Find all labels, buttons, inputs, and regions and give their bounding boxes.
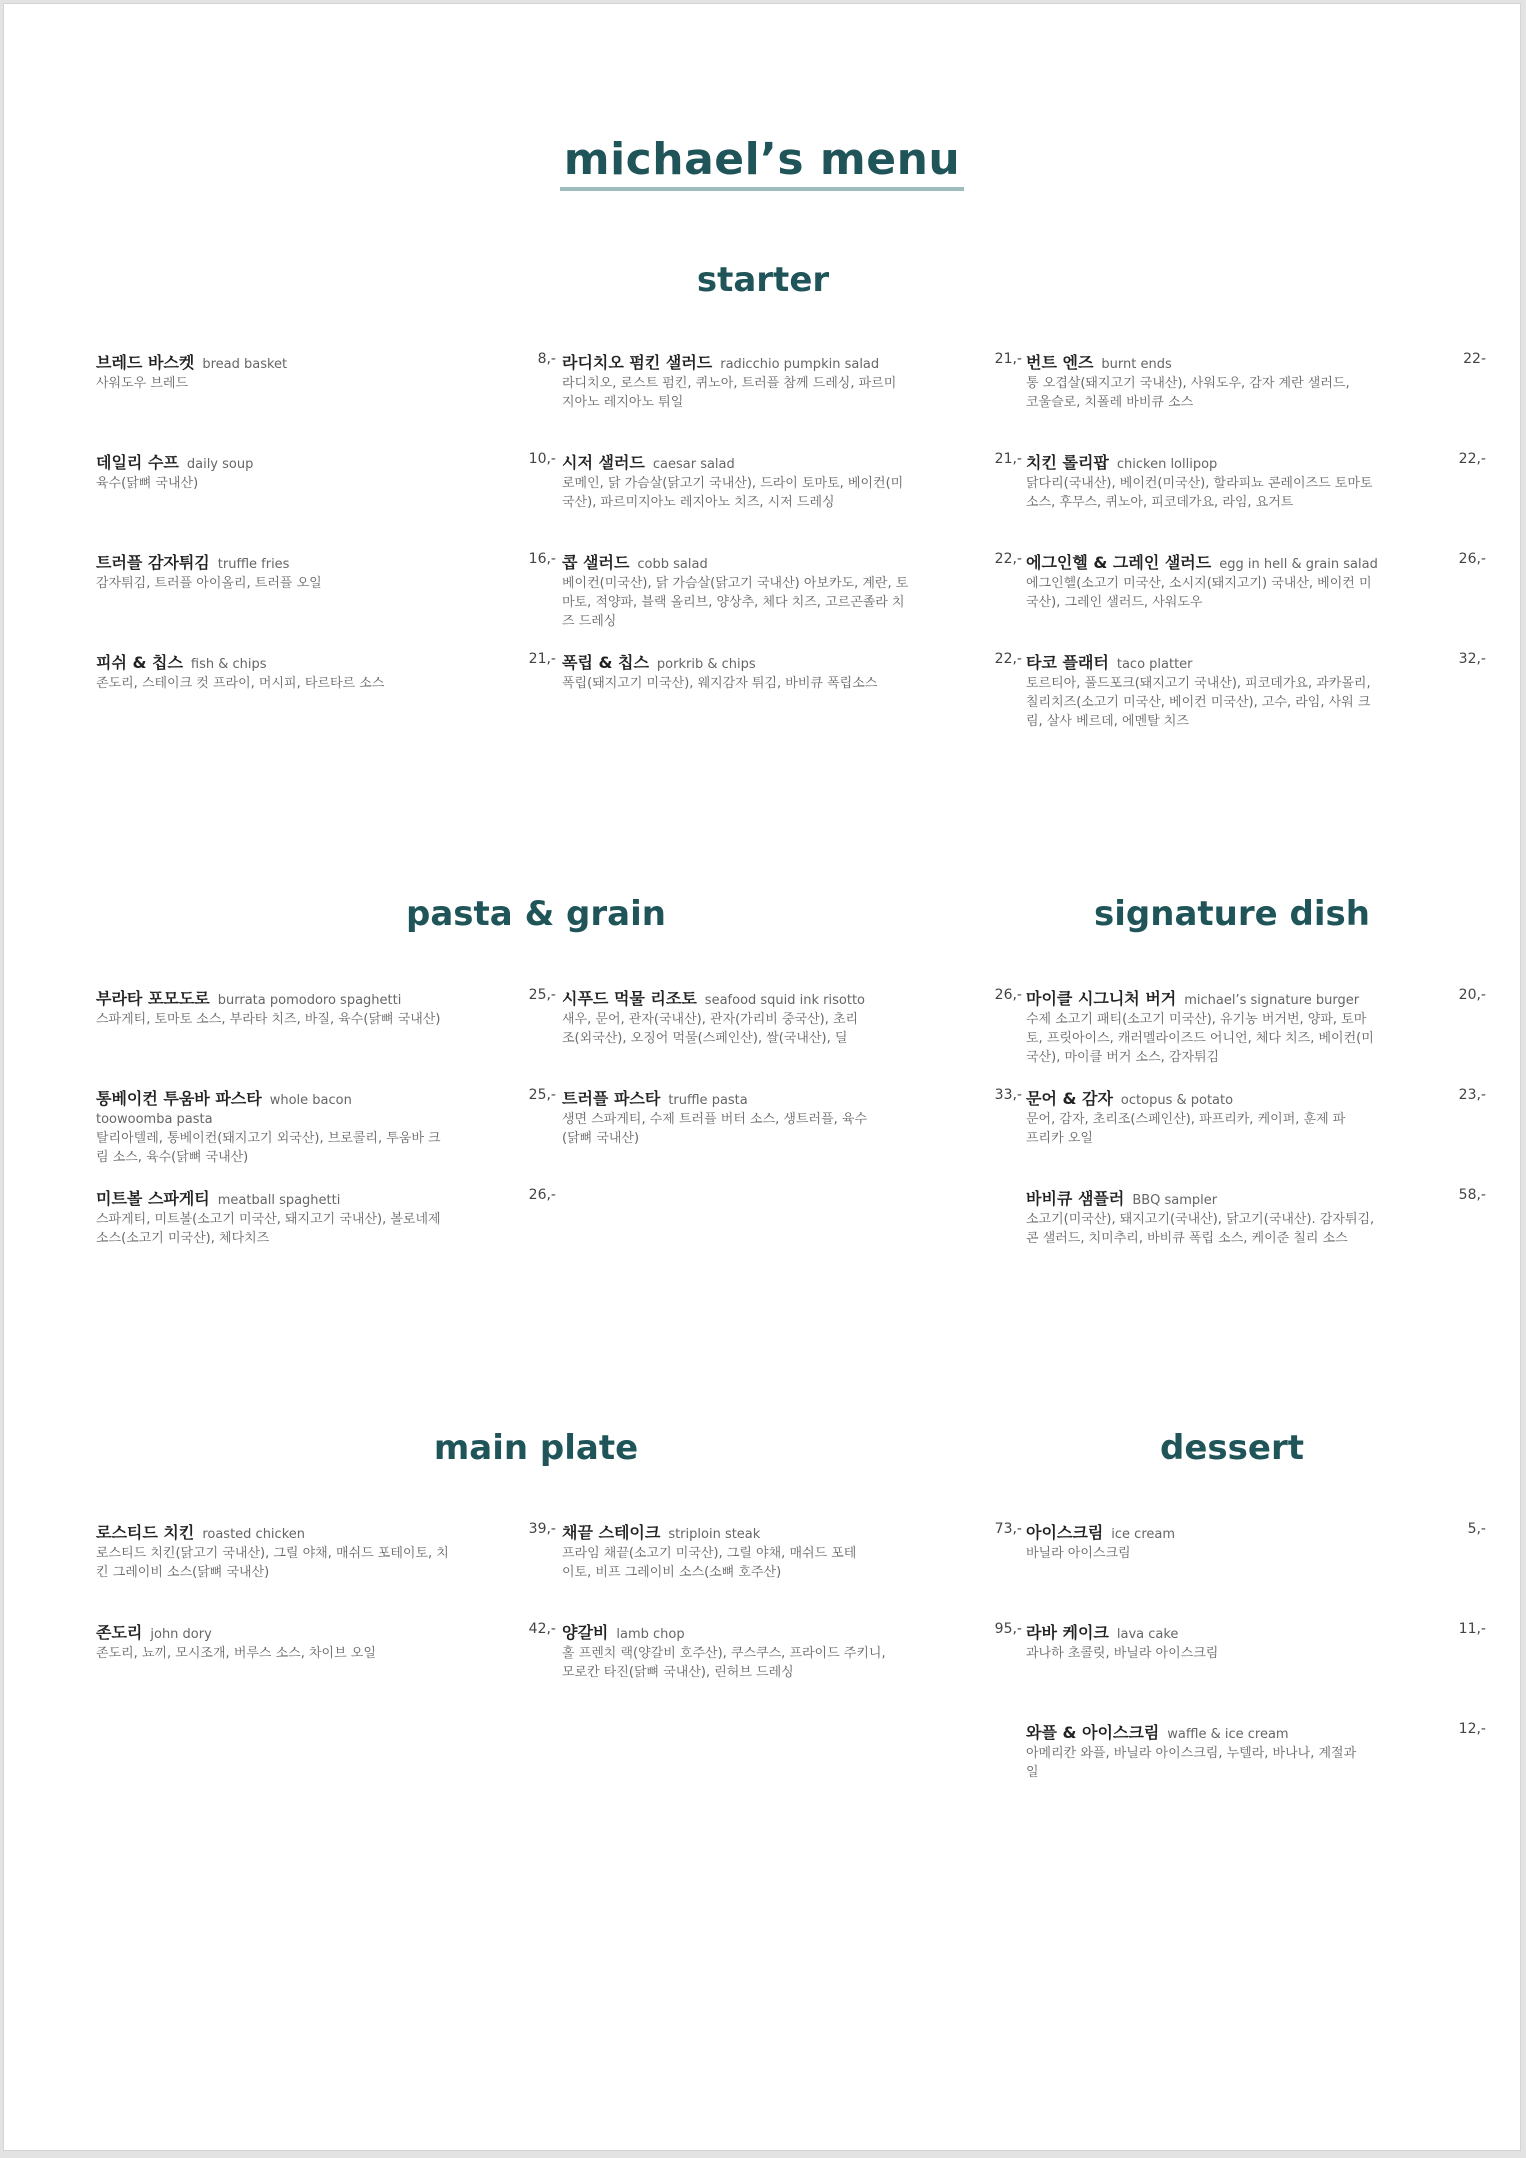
item-name: 번트 엔즈	[1026, 353, 1094, 372]
item-price: 21,-	[994, 451, 1022, 467]
menu-item-burnt-ends	[1026, 350, 1486, 412]
item-price: 39,-	[528, 1521, 556, 1537]
item-name: 마이클 시그니처 버거	[1026, 989, 1177, 1008]
item-name-english: bread basket	[202, 357, 288, 372]
item-price: 16,-	[528, 551, 556, 567]
menu-item-octopus-potato	[1026, 1086, 1486, 1148]
page-title	[4, 134, 1520, 191]
item-name-english: radicchio pumpkin salad	[720, 357, 880, 372]
item-name-english: truffle fries	[217, 557, 290, 572]
item-name: 통베이컨 투움바 파스타	[96, 1089, 262, 1108]
item-price: 33,-	[994, 1087, 1022, 1103]
item-name: 피쉬 & 칩스	[96, 653, 183, 672]
item-name: 미트볼 스파게티	[96, 1189, 210, 1208]
item-description: 닭다리(국내산), 베이컨(미국산), 할라피뇨 콘레이즈드 토마토 소스, 후무스, 퀴노아, 피코데가요, 라임, 요거트	[1026, 476, 1373, 510]
item-name: 치킨 롤리팝	[1026, 453, 1109, 472]
section-heading-main-plate: main plate	[433, 1428, 639, 1468]
item-price: 22,-	[994, 551, 1022, 567]
item-name-english: egg in hell & grain salad	[1219, 557, 1378, 572]
item-name-english: BBQ sampler	[1132, 1193, 1218, 1208]
item-description: 문어, 감자, 초리조(스페인산), 파프리카, 케이퍼, 훈제 파프리카 오일	[1026, 1112, 1346, 1146]
menu-item-striploin-steak	[562, 1520, 1022, 1582]
menu-item-caesar-salad	[562, 450, 1022, 512]
menu-item-toowoomba-pasta	[96, 1086, 556, 1167]
item-description: 토르티아, 풀드포크(돼지고기 국내산), 피코데가요, 과카몰리, 칠리치즈(소고기 미국산, 베이컨 미국산), 고수, 라임, 사워 크림, 살사 베르데, 에멘탈 치즈	[1026, 676, 1371, 729]
item-description: 폭립(돼지고기 미국산), 웨지감자 튀김, 바비큐 폭립소스	[562, 676, 878, 691]
item-price: 21,-	[528, 651, 556, 667]
menu-item-lamb-chop	[562, 1620, 1022, 1682]
item-price: 11,-	[1458, 1621, 1486, 1637]
item-name-english: porkrib & chips	[656, 657, 756, 672]
item-price: 25,-	[528, 987, 556, 1003]
item-name: 와플 & 아이스크림	[1026, 1723, 1160, 1742]
item-name-english: caesar salad	[652, 457, 735, 472]
section-heading-dessert: dessert	[1160, 1428, 1304, 1468]
item-price: 32,-	[1458, 651, 1486, 667]
item-description: 과나하 초콜릿, 바닐라 아이스크림	[1026, 1646, 1219, 1661]
item-price: 20,-	[1458, 987, 1486, 1003]
menu-item-porkrib-chips	[562, 650, 1022, 693]
item-price: 23,-	[1458, 1087, 1486, 1103]
item-name-english: whole bacon	[269, 1093, 352, 1108]
item-price: 73,-	[994, 1521, 1022, 1537]
item-description: 바닐라 아이스크림	[1026, 1546, 1131, 1561]
item-name: 콥 샐러드	[562, 553, 630, 572]
menu-title: michael’s menu	[560, 134, 965, 191]
item-name: 시푸드 먹물 리조토	[562, 989, 697, 1008]
item-name: 시저 샐러드	[562, 453, 645, 472]
item-name-english: roasted chicken	[202, 1527, 305, 1542]
item-description: 육수(닭뼈 국내산)	[96, 476, 199, 491]
item-price: 25,-	[528, 1087, 556, 1103]
item-description: 탈리아텔레, 통베이컨(돼지고기 외국산), 브로콜리, 투움바 크림 소스, 육수(닭뼈 국내산)	[96, 1131, 441, 1165]
item-price: 42,-	[528, 1621, 556, 1637]
item-name: 문어 & 감자	[1026, 1089, 1113, 1108]
item-price: 10,-	[528, 451, 556, 467]
item-name: 라디치오 펌킨 샐러드	[562, 353, 713, 372]
item-name: 부라타 포모도로	[96, 989, 210, 1008]
item-description: 소고기(미국산), 돼지고기(국내산), 닭고기(국내산). 감자튀김, 콘 샐러드, 치미추리, 바비큐 폭립 소스, 케이준 칠리 소스	[1026, 1212, 1375, 1246]
menu-item-roasted-chicken	[96, 1520, 556, 1582]
menu-item-waffle-ice-cream	[1026, 1720, 1486, 1782]
item-name: 폭립 & 칩스	[562, 653, 649, 672]
item-description: 생면 스파게티, 수제 트러플 버터 소스, 생트러플, 육수(닭뼈 국내산)	[562, 1112, 868, 1146]
item-price: 12,-	[1458, 1721, 1486, 1737]
item-description: 베이컨(미국산), 닭 가슴살(닭고기 국내산) 아보카도, 계란, 토마토, 적양파, 블랙 올리브, 양상추, 체다 치즈, 고르곤졸라 치즈 드레싱	[562, 576, 909, 629]
item-name: 트러플 감자튀김	[96, 553, 210, 572]
item-price: 26,-	[994, 987, 1022, 1003]
item-description: 아메리칸 와플, 바닐라 아이스크림, 누텔라, 바나나, 계절과일	[1026, 1746, 1357, 1780]
item-name: 트러플 파스타	[562, 1089, 661, 1108]
item-name-english: ice cream	[1111, 1527, 1176, 1542]
item-name-english: cobb salad	[637, 557, 708, 572]
menu-item-fish-chips	[96, 650, 556, 693]
item-name-english: burnt ends	[1101, 357, 1172, 372]
menu-item-truffle-pasta	[562, 1086, 1022, 1148]
item-description: 라디치오, 로스트 펌킨, 퀴노아, 트러플 참께 드레싱, 파르미지아노 레지아노 튀일	[562, 376, 897, 410]
menu-item-meatball-spaghetti	[96, 1186, 556, 1248]
menu-item-bbq-sampler	[1026, 1186, 1486, 1248]
item-description: 스파게티, 미트볼(소고기 미국산, 돼지고기 국내산), 볼로네제 소스(소고기 미국산), 체다치즈	[96, 1212, 441, 1246]
item-price: 8,-	[537, 351, 556, 367]
item-name: 존도리	[96, 1623, 143, 1642]
section-heading-starter: starter	[696, 260, 830, 300]
item-name: 아이스크림	[1026, 1523, 1104, 1542]
item-name-english: seafood squid ink risotto	[704, 993, 866, 1008]
menu-item-taco-platter	[1026, 650, 1486, 731]
item-price: 22,-	[1458, 451, 1486, 467]
section-heading-signature-dish: signature dish	[1094, 894, 1370, 934]
item-description: 프라임 채끝(소고기 미국산), 그릴 야채, 매쉬드 포테이토, 비프 그레이비 소스(소뼈 호주산)	[562, 1546, 857, 1580]
item-description: 통 오겹살(돼지고기 국내산), 사워도우, 감자 계란 샐러드, 코울슬로, 치폴레 바비큐 소스	[1026, 376, 1350, 410]
item-description: 존도리, 뇨끼, 모시조개, 버루스 소스, 차이브 오일	[96, 1646, 376, 1661]
item-price: 26,-	[528, 1187, 556, 1203]
item-price: 21,-	[994, 351, 1022, 367]
item-name: 채끝 스테이크	[562, 1523, 661, 1542]
item-name-english: meatball spaghetti	[217, 1193, 341, 1208]
menu-item-ice-cream	[1026, 1520, 1486, 1563]
menu-item-truffle-fries	[96, 550, 556, 593]
item-description: 로메인, 닭 가슴살(닭고기 국내산), 드라이 토마토, 베이컨(미국산), 파르미지아노 레지아노 치즈, 시저 드레싱	[562, 476, 904, 510]
item-price: 22,-	[994, 651, 1022, 667]
item-name-english: chicken lollipop	[1116, 457, 1218, 472]
item-name-english: burrata pomodoro spaghetti	[217, 993, 402, 1008]
item-price: 26,-	[1458, 551, 1486, 567]
item-name: 라바 케이크	[1026, 1623, 1109, 1642]
item-name-english: fish & chips	[190, 657, 267, 672]
item-name: 양갈비	[562, 1623, 609, 1642]
menu-item-bread-basket	[96, 350, 556, 393]
menu-item-egg-in-hell-grain-salad	[1026, 550, 1486, 612]
item-description: 스파게티, 토마토 소스, 부라타 치즈, 바질, 육수(닭뼈 국내산)	[96, 1012, 441, 1027]
item-name-english: taco platter	[1116, 657, 1193, 672]
item-name-english: lava cake	[1116, 1627, 1179, 1642]
item-price: 5,-	[1467, 1521, 1486, 1537]
item-description: 새우, 문어, 관자(국내산), 관자(가리비 중국산), 초리조(외국산), 오징어 먹물(스페인산), 쌀(국내산), 딜	[562, 1012, 859, 1046]
item-name: 로스티드 치킨	[96, 1523, 195, 1542]
item-name-english: truffle pasta	[668, 1093, 748, 1108]
item-name-english: michael’s signature burger	[1184, 993, 1360, 1008]
item-description: 에그인헬(소고기 미국산, 소시지(돼지고기) 국내산, 베이컨 미국산), 그레인 샐러드, 사워도우	[1026, 576, 1372, 610]
item-description: 사워도우 브레드	[96, 376, 189, 391]
item-price: 22-	[1463, 351, 1486, 367]
item-name-english: octopus & potato	[1120, 1093, 1234, 1108]
item-description: 수제 소고기 패티(소고기 미국산), 유기농 버거번, 양파, 토마토, 프릿아이스, 캐러멜라이즈드 어니언, 체다 치즈, 베이컨(미국산), 마이클 버거 소스, 감자튀김	[1026, 1012, 1374, 1065]
item-name-english: waffle & ice cream	[1167, 1727, 1289, 1742]
menu-item-cobb-salad	[562, 550, 1022, 631]
item-description: 홀 프렌치 랙(양갈비 호주산), 쿠스쿠스, 프라이드 주키니, 모로칸 타진(닭뼈 국내산), 린허브 드레싱	[562, 1646, 886, 1680]
item-description: 로스티드 치킨(닭고기 국내산), 그릴 야채, 매쉬드 포테이토, 치킨 그레이비 소스(닭뼈 국내산)	[96, 1546, 449, 1580]
item-name: 브레드 바스켓	[96, 353, 195, 372]
menu-item-john-dory	[96, 1620, 556, 1663]
item-price: 58,-	[1458, 1187, 1486, 1203]
item-name: 에그인헬 & 그레인 샐러드	[1026, 553, 1212, 572]
menu-page	[3, 3, 1521, 2151]
menu-item-signature-burger	[1026, 986, 1486, 1067]
menu-item-radicchio-pumpkin-salad	[562, 350, 1022, 412]
item-name: 타코 플래터	[1026, 653, 1109, 672]
item-name: 데일리 수프	[96, 453, 179, 472]
item-name-english: daily soup	[186, 457, 254, 472]
section-heading-pasta-grain: pasta & grain	[406, 894, 666, 934]
menu-item-lava-cake	[1026, 1620, 1486, 1663]
item-name-english-continued: toowoomba pasta	[96, 1112, 213, 1127]
item-name-english: lamb chop	[616, 1627, 685, 1642]
item-price: 95,-	[994, 1621, 1022, 1637]
item-description: 감자튀김, 트러플 아이올리, 트러플 오일	[96, 576, 322, 591]
menu-item-seafood-risotto	[562, 986, 1022, 1048]
menu-item-burrata-pomodoro	[96, 986, 556, 1029]
item-name-english: striploin steak	[668, 1527, 761, 1542]
item-name: 바비큐 샘플러	[1026, 1189, 1125, 1208]
menu-item-chicken-lollipop	[1026, 450, 1486, 512]
menu-item-daily-soup	[96, 450, 556, 493]
item-description: 존도리, 스테이크 컷 프라이, 머시피, 타르타르 소스	[96, 676, 385, 691]
item-name-english: john dory	[150, 1627, 212, 1642]
